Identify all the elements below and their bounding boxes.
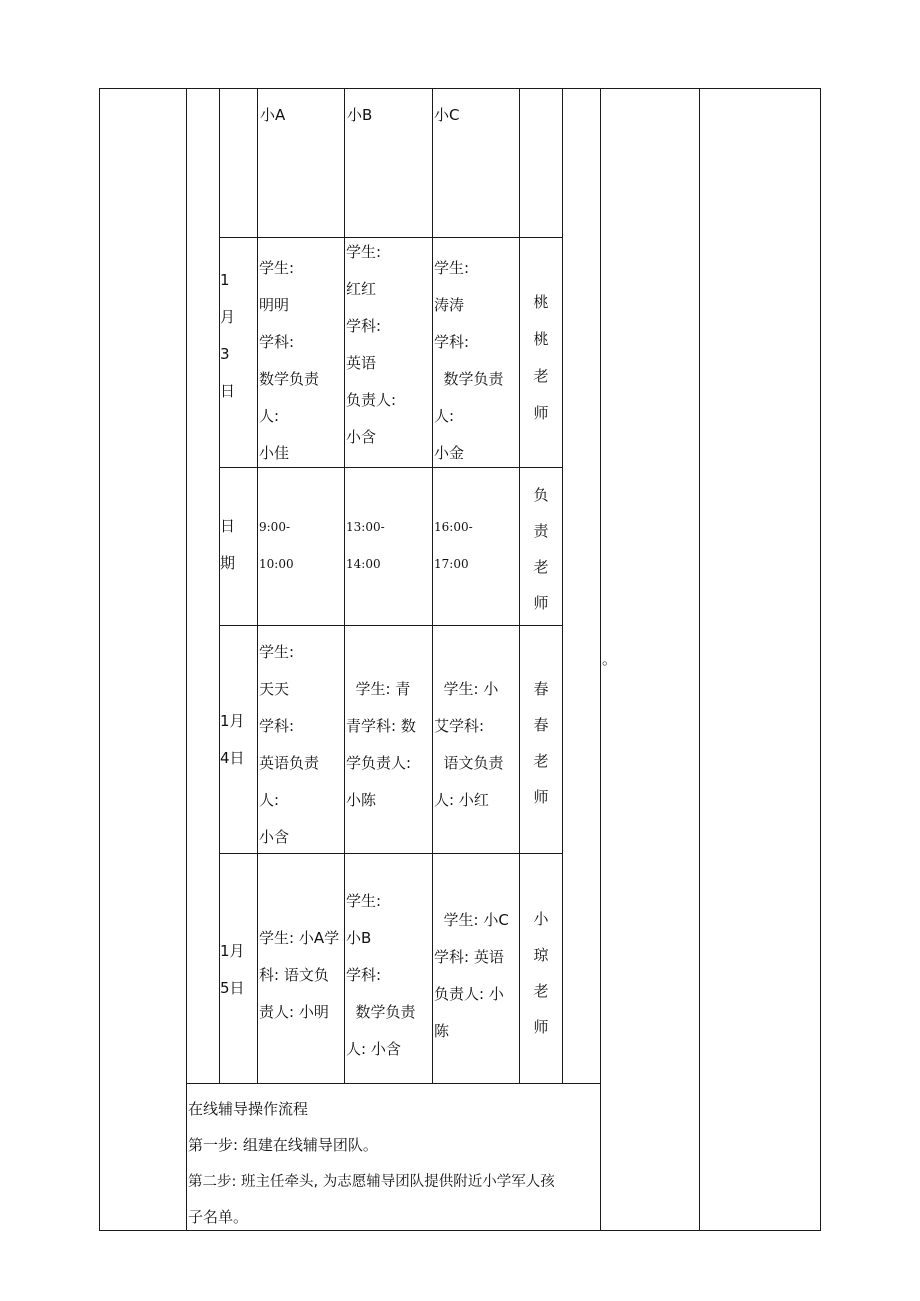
teacher-cell: 桃 桃 老 师 bbox=[533, 293, 549, 422]
time-slot-cell: 16:00- 17:00 bbox=[434, 520, 473, 571]
column-divider bbox=[699, 88, 700, 1231]
time-slot-cell: 13:00- 14:00 bbox=[346, 520, 385, 571]
schedule-cell: 学生: 小A学 科: 语文负 责人: 小明 bbox=[259, 929, 340, 1021]
top-cell-a: 小A bbox=[260, 106, 286, 124]
process-title: 在线辅导操作流程 bbox=[188, 1100, 309, 1118]
row-divider bbox=[219, 625, 563, 626]
schedule-cell: 学生: 小C 学科: 英语 负责人: 小 陈 bbox=[434, 911, 509, 1040]
date-cell-jan3: 1 月 3 日 bbox=[220, 271, 236, 400]
teacher-cell: 小 琼 老 师 bbox=[533, 910, 549, 1036]
top-cell-b: 小B bbox=[347, 106, 373, 124]
schedule-cell: 学生: 小B 学科: 数学负责 人: 小含 bbox=[346, 892, 416, 1058]
date-cell-jan4: 1月 4日 bbox=[220, 712, 245, 767]
teacher-header-cell: 负 责 老 师 bbox=[533, 486, 549, 612]
row-divider bbox=[186, 1083, 601, 1084]
table-left-border bbox=[99, 88, 100, 1231]
schedule-cell: 学生: 涛涛 学科: 数学负责 人: 小金 bbox=[434, 259, 504, 462]
column-divider bbox=[186, 88, 187, 1231]
process-step-2-cont: 子名单。 bbox=[188, 1208, 249, 1226]
schedule-cell: 学生: 天天 学科: 英语负责 人: 小含 bbox=[259, 643, 320, 846]
row-divider bbox=[219, 853, 563, 854]
row-divider bbox=[219, 467, 563, 468]
table-bottom-border bbox=[99, 1230, 821, 1231]
process-step-2: 第二步: 班主任牵头, 为志愿辅导团队提供附近小学军人孩 bbox=[188, 1174, 555, 1190]
schedule-cell: 学生: 小 艾学科: 语文负责 人: 小红 bbox=[434, 680, 504, 809]
process-step-1: 第一步: 组建在线辅导团队。 bbox=[188, 1136, 378, 1154]
schedule-cell: 学生: 红红 学科: 英语 负责人: 小含 bbox=[346, 243, 397, 446]
schedule-cell: 学生: 青 青学科: 数 学负责人: 小陈 bbox=[346, 680, 416, 809]
schedule-cell: 学生: 明明 学科: 数学负责 人: 小佳 bbox=[259, 259, 320, 462]
table-top-border bbox=[99, 88, 821, 89]
table-right-border bbox=[820, 88, 821, 1231]
date-cell-jan5: 1月 5日 bbox=[220, 942, 245, 997]
time-slot-cell: 9:00- 10:00 bbox=[259, 520, 294, 571]
teacher-cell: 春 春 老 师 bbox=[533, 680, 549, 806]
column-divider bbox=[600, 88, 601, 1231]
date-header-cell: 日 期 bbox=[220, 517, 236, 572]
top-cell-c: 小C bbox=[434, 106, 460, 124]
side-mark: 。 bbox=[602, 650, 618, 668]
